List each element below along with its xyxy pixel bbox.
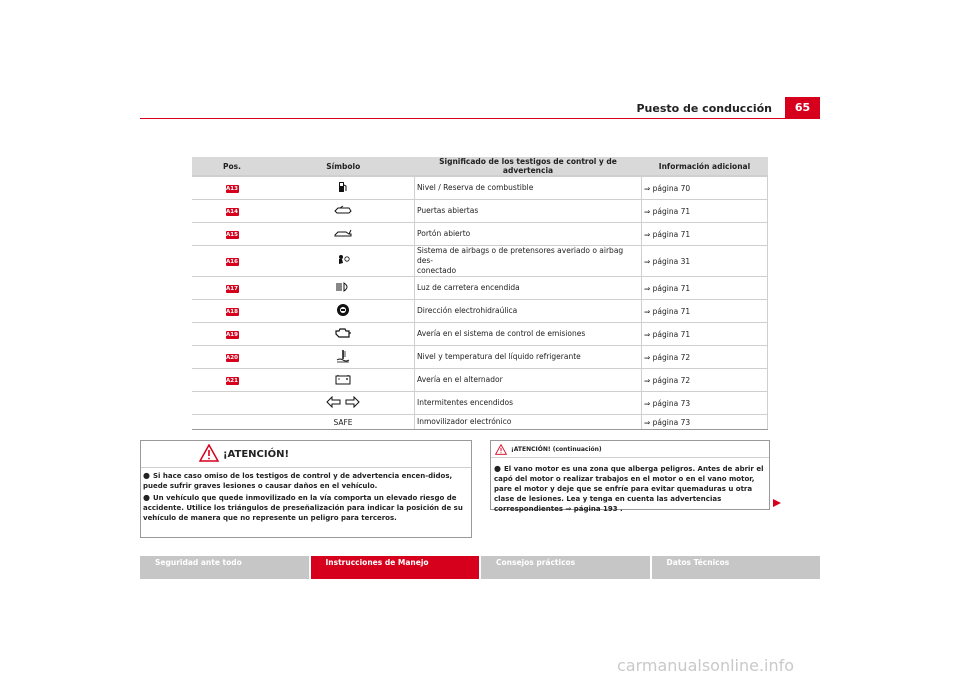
page-reference-link[interactable]: ⇒ página 73 bbox=[642, 392, 768, 415]
footer-tab-operating-instructions[interactable]: Instrucciones de Manejo bbox=[311, 556, 480, 579]
warning-title: ¡ATENCIÓN! (continuación) bbox=[511, 446, 602, 453]
watermark-text: carmanualsonline.info bbox=[617, 656, 795, 675]
warning-header bbox=[491, 441, 769, 458]
meaning-text: Puertas abiertas bbox=[415, 200, 642, 223]
pos-badge: A19 bbox=[226, 332, 238, 338]
table-row bbox=[192, 346, 768, 369]
warning-box bbox=[140, 440, 472, 538]
steering-icon bbox=[336, 303, 350, 319]
meaning-text: Sistema de airbags o de pretensores averiado o airbag des- conectado bbox=[415, 246, 642, 277]
page-reference-link[interactable]: ⇒ página 71 bbox=[642, 323, 768, 346]
warning-triangle-icon bbox=[199, 444, 219, 462]
pos-badge: A13 bbox=[226, 186, 238, 192]
pos-badge: A15 bbox=[226, 232, 238, 238]
col-header-symbol: Símbolo bbox=[272, 157, 415, 176]
warning-body bbox=[141, 468, 471, 523]
page-reference-link[interactable]: ⇒ página 71 bbox=[642, 200, 768, 223]
warning-item bbox=[143, 471, 469, 491]
table-row bbox=[192, 246, 768, 277]
table-row bbox=[192, 369, 768, 392]
pos-badge: A20 bbox=[226, 355, 238, 361]
engine-icon bbox=[334, 327, 352, 341]
warning-item-text: Un vehículo que quede inmovilizado en la vía comporta un elevado riesgo de accidente. Utilice los triángulos de preseñalización para indicar la posición de su vehículo de manera que no represente un peligro para terceros. bbox=[143, 494, 463, 522]
page-reference-link[interactable]: ⇒ página 71 bbox=[642, 223, 768, 246]
meaning-text: Portón abierto bbox=[415, 223, 642, 246]
meaning-text: Luz de carretera encendida bbox=[415, 277, 642, 300]
table-row bbox=[192, 323, 768, 346]
meaning-text: Inmovilizador electrónico bbox=[415, 415, 642, 430]
warning-body bbox=[491, 458, 769, 514]
footer-tab-practical-tips[interactable]: Consejos prácticos bbox=[481, 556, 650, 579]
warning-lights-table bbox=[192, 157, 768, 430]
table-row bbox=[192, 277, 768, 300]
meaning-text: Intermitentes encendidos bbox=[415, 392, 642, 415]
page-reference-link[interactable]: ⇒ página 72 bbox=[642, 369, 768, 392]
meaning-text: Avería en el sistema de control de emisiones bbox=[415, 323, 642, 346]
warning-item-text: El vano motor es una zona que alberga peligros. Antes de abrir el capó del motor o realizar trabajos en el motor o en el vano motor, pare el motor y deje que se enfríe para evitar quemaduras u otra clase de lesiones. Lea y tenga en cuenta las advertencias correspondientes ⇒ página 193 . bbox=[494, 465, 764, 513]
warning-continued-box bbox=[490, 440, 770, 513]
pos-badge: A18 bbox=[226, 309, 238, 315]
warning-header bbox=[141, 441, 471, 468]
page-reference-link[interactable]: ⇒ página 71 bbox=[642, 300, 768, 323]
page-reference-link[interactable]: ⇒ página 71 bbox=[642, 277, 768, 300]
safe-symbol-text: SAFE bbox=[333, 417, 353, 427]
airbag-icon bbox=[336, 254, 350, 268]
fuel-pump-icon bbox=[338, 181, 348, 195]
meaning-text: Dirección electrohidraúlica bbox=[415, 300, 642, 323]
trunk-open-icon bbox=[334, 228, 352, 240]
battery-icon bbox=[335, 374, 351, 387]
footer-tab-technical-data[interactable]: Datos Técnicos bbox=[652, 556, 821, 579]
bullet-icon: ● bbox=[143, 471, 150, 480]
page-reference-link[interactable]: ⇒ página 70 bbox=[642, 176, 768, 200]
warning-item bbox=[143, 493, 469, 523]
pos-badge: A17 bbox=[226, 286, 238, 292]
page-number: 65 bbox=[785, 97, 820, 119]
table-row bbox=[192, 300, 768, 323]
header-rule bbox=[140, 118, 820, 119]
table-row bbox=[192, 392, 768, 415]
page-header-title: Puesto de conducción bbox=[636, 102, 772, 115]
table-header-row bbox=[192, 157, 768, 176]
table-row bbox=[192, 176, 768, 200]
continue-arrow-icon bbox=[772, 498, 782, 508]
table-row bbox=[192, 415, 768, 430]
footer-nav bbox=[140, 556, 820, 579]
high-beam-icon bbox=[335, 282, 351, 294]
warning-triangle-icon bbox=[495, 444, 507, 455]
meaning-text: Nivel y temperatura del líquido refrigerante bbox=[415, 346, 642, 369]
coolant-icon bbox=[336, 349, 350, 365]
warning-title: ¡ATENCIÓN! bbox=[223, 449, 290, 460]
pos-badge: A14 bbox=[226, 209, 238, 215]
warning-item-text: Si hace caso omiso de los testigos de control y de advertencia encen-didos, puede sufrir graves lesiones o causar daños en el vehículo. bbox=[143, 472, 453, 490]
page-reference-link[interactable]: ⇒ página 31 bbox=[642, 246, 768, 277]
page-reference-link[interactable]: ⇒ página 72 bbox=[642, 346, 768, 369]
pos-badge: A16 bbox=[226, 259, 238, 265]
col-header-info: Información adicional bbox=[642, 157, 768, 176]
col-header-pos: Pos. bbox=[192, 157, 272, 176]
footer-tab-safety[interactable]: Seguridad ante todo bbox=[140, 556, 309, 579]
bullet-icon: ● bbox=[494, 464, 501, 473]
bullet-icon: ● bbox=[143, 493, 150, 502]
door-open-icon bbox=[334, 205, 352, 217]
page-reference-link[interactable]: ⇒ página 73 bbox=[642, 415, 768, 430]
table-row bbox=[192, 200, 768, 223]
meaning-text: Avería en el alternador bbox=[415, 369, 642, 392]
pos-badge: A21 bbox=[226, 378, 238, 384]
table-row bbox=[192, 223, 768, 246]
col-header-meaning: Significado de los testigos de control y de advertencia bbox=[415, 157, 642, 176]
meaning-text: Nivel / Reserva de combustible bbox=[415, 176, 642, 200]
turn-signals-icon bbox=[326, 396, 360, 410]
